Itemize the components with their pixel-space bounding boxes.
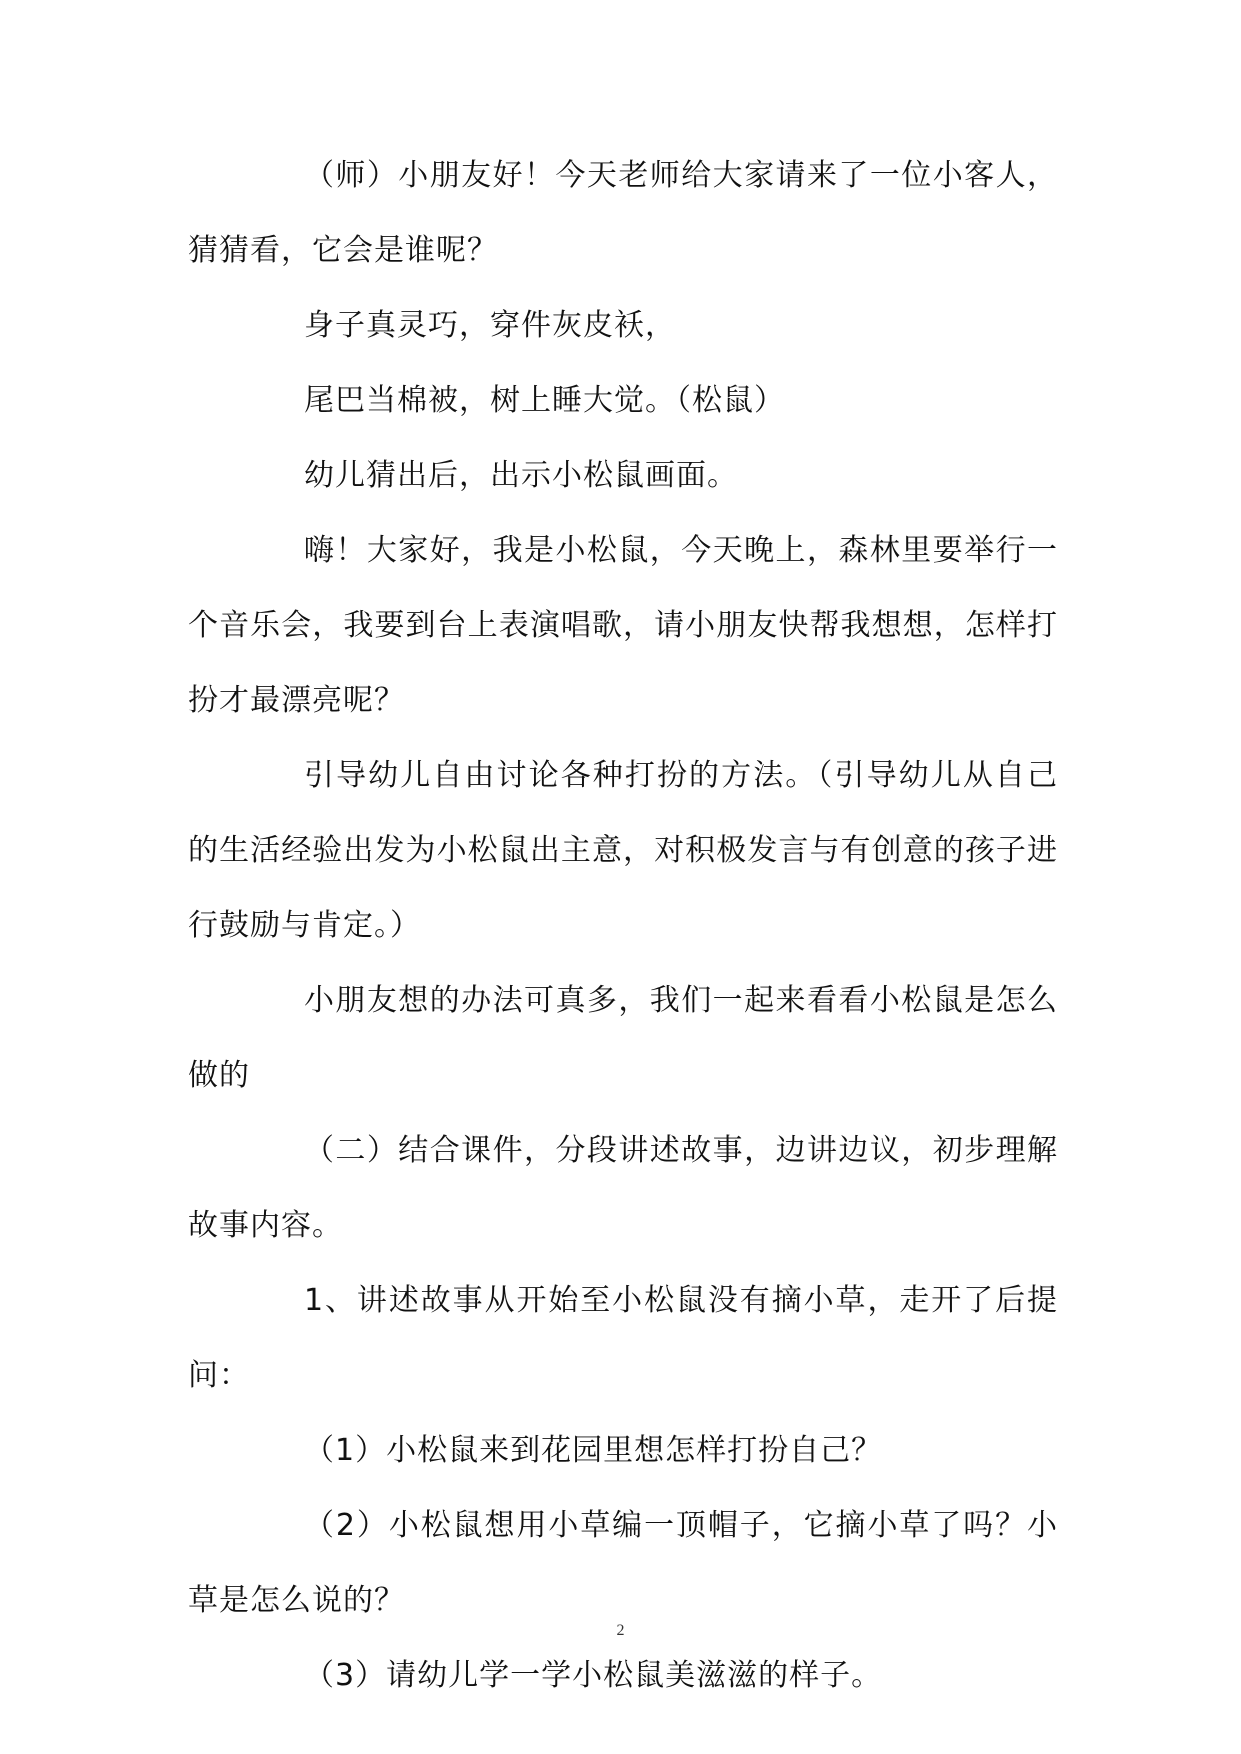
document-body	[188, 138, 1058, 1713]
paragraph-teacher-greeting: （师）小朋友好！今天老师给大家请来了一位小客人，猜猜看，它会是谁呢？	[188, 158, 1058, 268]
paragraph-discussion-guidance: 引导幼儿自由讨论各种打扮的方法。（引导幼儿从自己的生活经验出发为小松鼠出主意，对积极发言与有创意的孩子进行鼓励与肯定。）	[188, 758, 1058, 943]
paragraph-section-two-heading: （二）结合课件，分段讲述故事，边讲边议，初步理解故事内容。	[188, 1133, 1058, 1243]
paragraph-question-3: （3）请幼儿学一学小松鼠美滋滋的样子。	[304, 1658, 883, 1693]
paragraph-question-1: （1）小松鼠来到花园里想怎样打扮自己？	[304, 1433, 883, 1468]
page-number: 2	[616, 1622, 625, 1639]
paragraph-show-squirrel: 幼儿猜出后，出示小松鼠画面。	[304, 458, 738, 493]
paragraph-riddle-line-2: 尾巴当棉被，树上睡大觉。（松鼠）	[304, 383, 785, 418]
paragraph-question-2: （2）小松鼠想用小草编一顶帽子，它摘小草了吗？小草是怎么说的？	[188, 1508, 1058, 1618]
paragraph-squirrel-speech: 嗨！大家好，我是小松鼠，今天晚上，森林里要举行一个音乐会，我要到台上表演唱歌，请小朋友快帮我想想，怎样打扮才最漂亮呢？	[188, 533, 1058, 718]
paragraph-story-step-1: 1、讲述故事从开始至小松鼠没有摘小草，走开了后提问：	[188, 1283, 1058, 1393]
paragraph-riddle-line-1: 身子真灵巧，穿件灰皮袄，	[304, 308, 676, 343]
paragraph-transition: 小朋友想的办法可真多，我们一起来看看小松鼠是怎么做的	[188, 983, 1058, 1093]
